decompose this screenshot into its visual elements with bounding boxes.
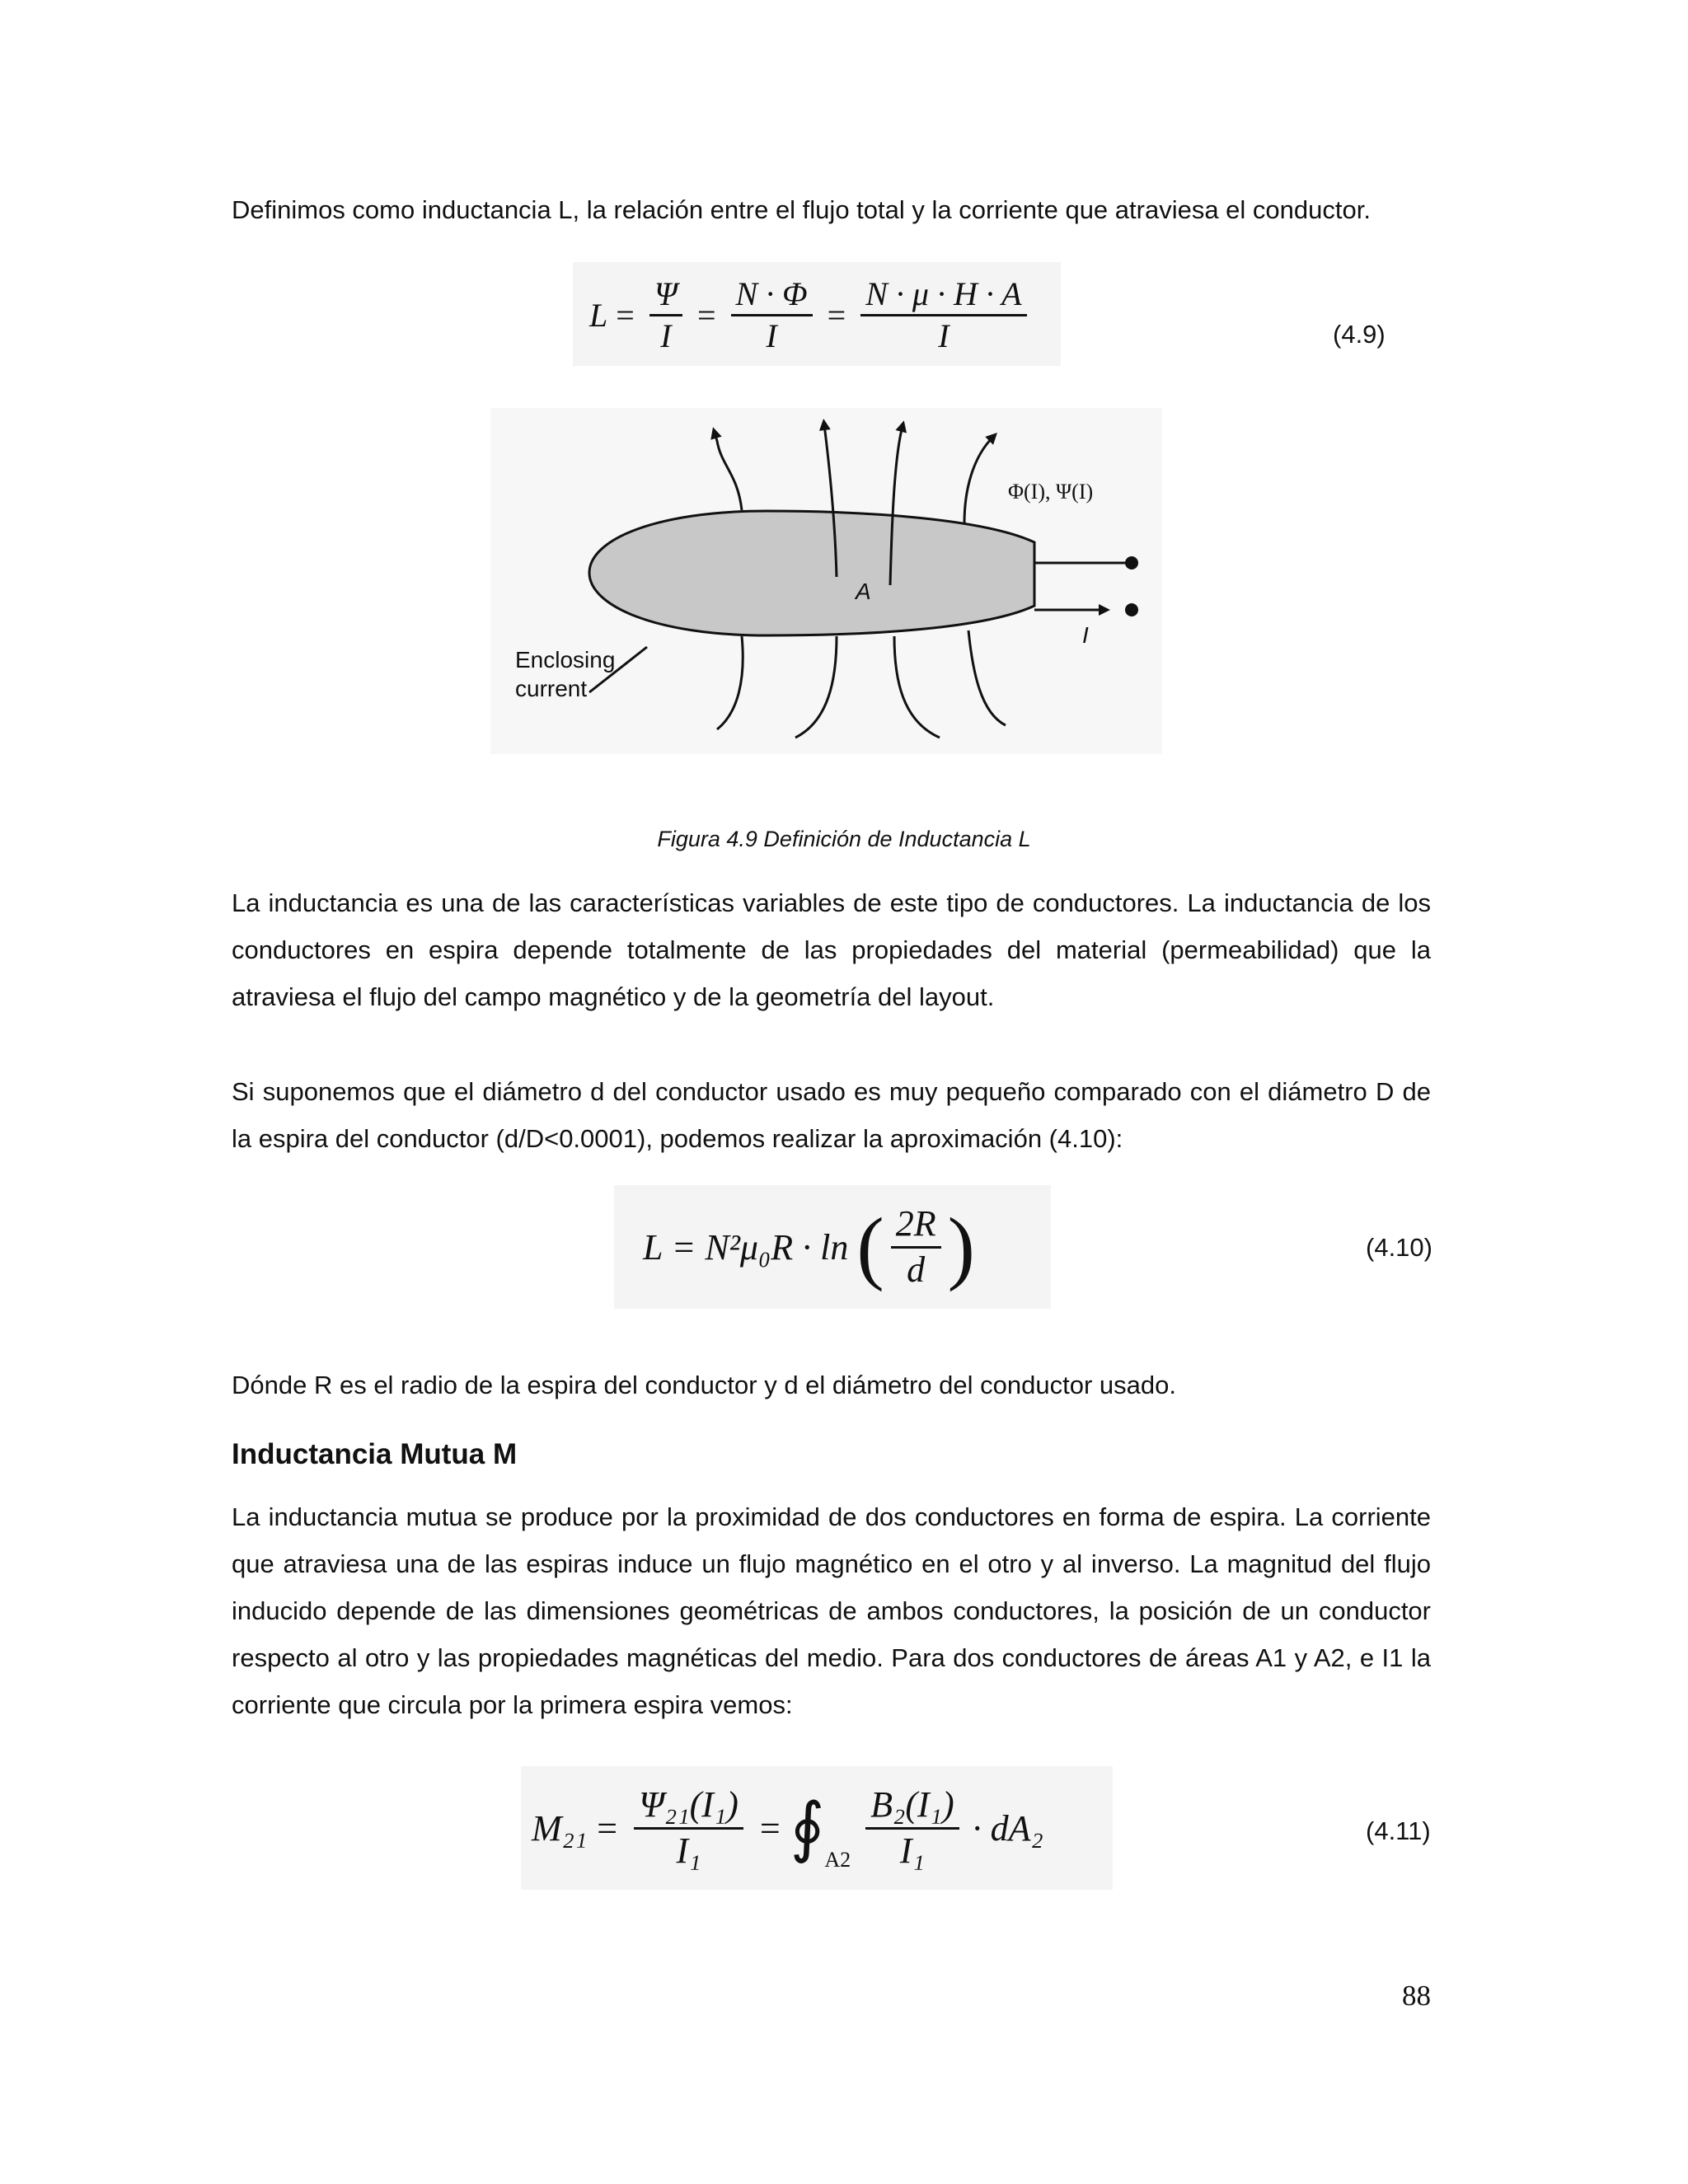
label-current-i: I: [1082, 622, 1089, 648]
eq410-fraction: $\frac{2R}{d}$: [891, 1204, 941, 1290]
label-area-a: A: [856, 579, 871, 604]
eq411-fraction-1: $\frac{\text{Ψ₂₁(I₁)}}{\text{I₁}}$: [634, 1785, 743, 1871]
equation-4-10: L = N²μ₀R · ln ( $\frac{2R}{d}$ ): [643, 1201, 975, 1292]
paragraph-inductance-properties: La inductancia es una de las características variables de este tipo de conductores. La inductancia de los conductores en espira depende totalmente de las propiedades del material (permeabilidad) que la atraviesa el flujo del campo magnético y de la geometría del layout.: [232, 888, 1431, 1011]
paragraph-radius-definition: Dónde R es el radio de la espira del conductor y d el diámetro del conductor usado.: [232, 1371, 1176, 1399]
paragraph-mutual-inductance: La inductancia mutua se produce por la proximidad de dos conductores en forma de espira. La corriente que atraviesa una de las espiras induce un flujo magnético en el otro y al inverso. La magnitud del flujo inducido depende de las dimensiones geométricas de ambos conductores, la posición de un conductor respecto al otro y las propiedades magnéticas del medio. Para dos conductores de áreas A1 y A2, e I1 la corriente que circula por la primera espira vemos:: [232, 1502, 1431, 1719]
eq49-fraction-2: $\frac{N \cdot \Phi}{I}$: [731, 276, 813, 354]
figure-caption: Figura 4.9 Definición de Inductancia L: [657, 827, 1031, 851]
contour-integral-symbol: ∮: [790, 1792, 825, 1864]
page-number: 88: [1402, 1980, 1431, 2012]
eq410-lhs: L = N²μ₀R · ln: [643, 1226, 849, 1268]
paragraph-approximation: Si suponemos que el diámetro d del conductor usado es muy pequeño comparado con el diámetro D de la espira del conductor (d/D<0.0001), podemos realizar la aproximación (4.10):: [232, 1077, 1431, 1153]
paragraph-definition: Definimos como inductancia L, la relación entre el flujo total y la corriente que atraviesa el conductor.: [232, 195, 1371, 224]
section-heading: Inductancia Mutua M: [232, 1438, 518, 1470]
equation-number-4-9: (4.9): [1333, 320, 1386, 349]
equation-4-9: L = $\frac{\Psi}{I}$ = $\frac{N \cdot \Phi}{I}$ = $\frac{N \cdot \mu \cdot H \cdot A}{I}$: [589, 272, 1034, 358]
equation-number-4-10: (4.10): [1366, 1233, 1432, 1262]
equation-4-11: M₂₁ = $\frac{\text{Ψ₂₁(I₁)}}{\text{I₁}}$ = ∮ A2 $\frac{\text{B₂(I₁)}}{\text{I₁}}$ · dA₂: [532, 1784, 1043, 1872]
terminal-dot-bottom: [1125, 603, 1138, 616]
inductance-figure: [490, 408, 1162, 754]
label-flux: Φ(I), Ψ(I): [1008, 480, 1094, 504]
label-enclosing: Enclosing: [515, 647, 616, 673]
current-loop-ellipse: [589, 511, 1034, 635]
eq49-fraction-3: $\frac{N \cdot \mu \cdot H \cdot A}{I}$: [860, 276, 1026, 354]
label-current-word: current: [515, 676, 588, 701]
eq411-tail: · dA₂: [972, 1807, 1043, 1849]
eq49-fraction-1: $\frac{\Psi}{I}$: [649, 276, 682, 354]
eq411-fraction-2: $\frac{\text{B₂(I₁)}}{\text{I₁}}$: [865, 1785, 959, 1871]
eq411-lhs: M₂₁: [532, 1807, 588, 1849]
equation-number-4-11: (4.11): [1366, 1816, 1431, 1845]
terminal-dot-top: [1125, 556, 1138, 569]
eq49-lhs: L: [589, 296, 608, 334]
integral-subscript: A2: [824, 1848, 851, 1872]
